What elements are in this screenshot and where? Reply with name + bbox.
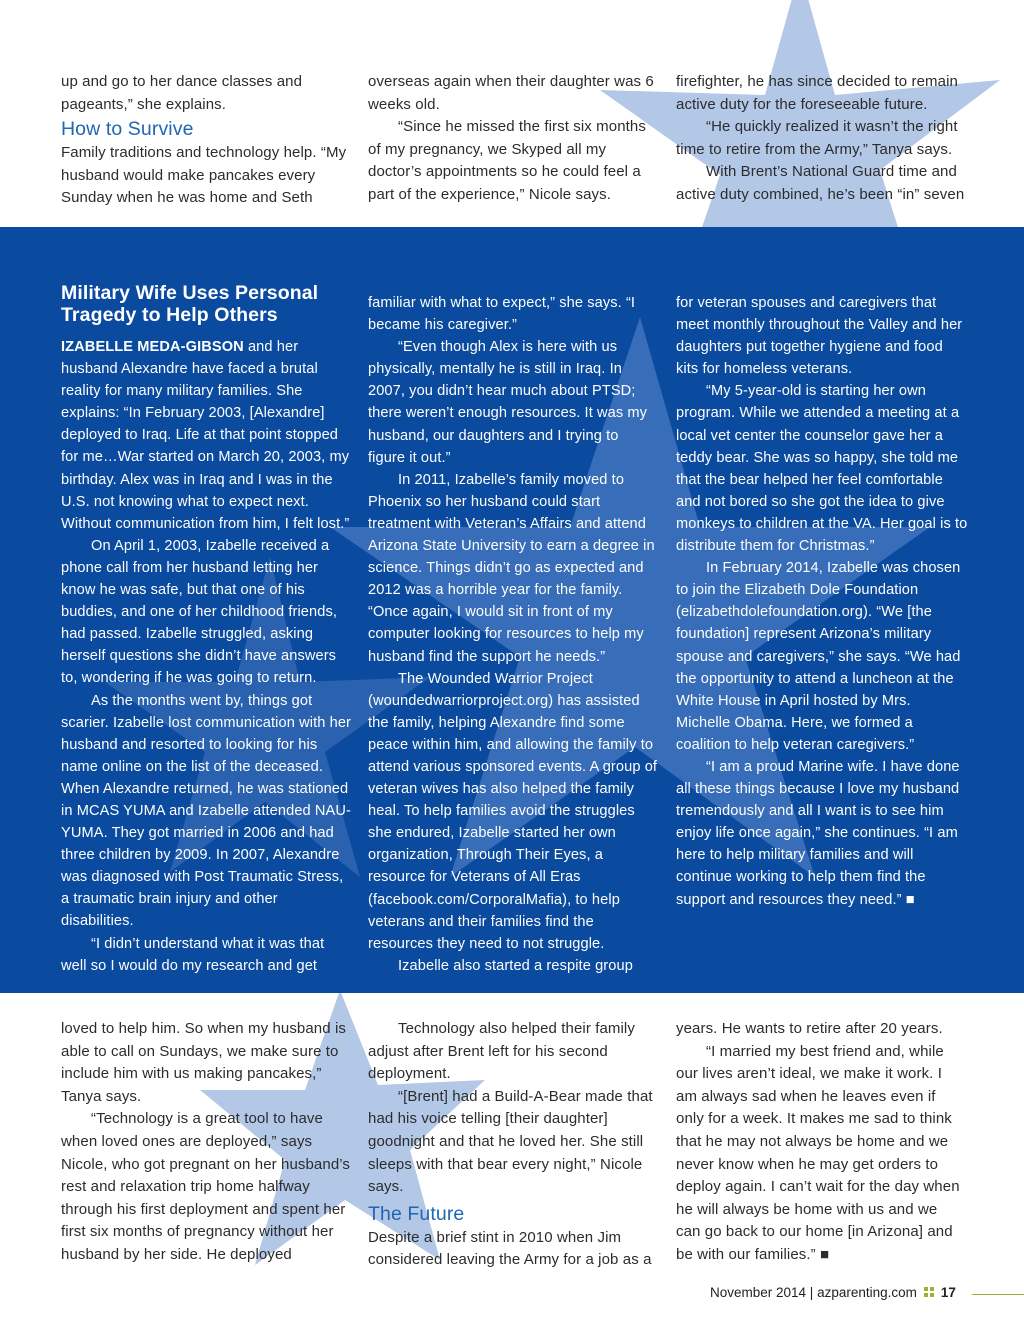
paragraph: “Even though Alex is here with us physically, mentally he is still in Iraq. In 2007, you didn’t hear much about PTSD; there weren’t enough resources. It was my husband, our daughters and I trying to figure it out.”	[368, 339, 648, 466]
page-footer	[710, 1285, 956, 1300]
sidebar-column-3	[676, 292, 968, 911]
bottom-column-1	[61, 1018, 353, 1267]
paragraph: “I am a proud Marine wife. I have done all these things because I love my husband tremendously and all I want is to see him enjoy life once again,” she continues. “I am here to help military families and will continue working to help them find the support and resources they need.” ■	[676, 758, 960, 908]
paragraph: firefighter, he has since decided to remain active duty for the foreseeable future.	[676, 73, 958, 113]
paragraph: In February 2014, Izabelle was chosen to join the Elizabeth Dole Foundation (elizabethdolefoundation.org). “We [the foundation] represent Arizona’s military spouse and caregivers,” she says. “We had the opportunity to attend a luncheon at the White House in April hosted by Mrs. Michelle Obama. Here, we formed a coalition to help veteran caregivers.”	[676, 560, 961, 753]
section-heading: The Future	[368, 1202, 465, 1225]
top-column-2	[368, 71, 658, 207]
paragraph: Despite a brief stint in 2010 when Jim considered leaving the Army for a job as a	[368, 1228, 652, 1269]
lead-name: IZABELLE MEDA-GIBSON	[61, 339, 244, 355]
paragraph: On April 1, 2003, Izabelle received a phone call from her husband letting her know he was safe, but that one of his buddies, and one of her childhood friends, had passed. Izabelle struggled, asking herself questions she didn’t have answers to, wondering if he was going to return.	[61, 537, 338, 687]
paragraph: for veteran spouses and caregivers that meet monthly throughout the Valley and her daughters put together hygiene and food kits for homeless veterans.	[676, 295, 963, 378]
footer-issue: November 2014 | azparenting.com	[710, 1285, 917, 1300]
paragraph: “Since he missed the first six months of my pregnancy, we Skyped all my doctor’s appointments so he could feel a part of the experience,” Nicole says.	[368, 118, 646, 203]
top-column-1	[61, 71, 351, 210]
section-heading: How to Survive	[61, 118, 194, 141]
paragraph: The Wounded Warrior Project (woundedwarriorproject.org) has assisted the family, helping Alexandre find some peace within him, and allowing the family to attend various sponsored events. A group of veteran wives has also helped the family heal. To help families avoid the struggles she endured, Izabelle started her own organization, Through Their Eyes, a resource for Veterans of All Eras (facebook.com/CorporalMafia), to help veterans and their families find the resources they need to not struggle.	[368, 670, 658, 952]
grid-dots-icon	[924, 1287, 935, 1298]
bottom-column-2	[368, 1018, 658, 1272]
paragraph: As the months went by, things got scarier. Izabelle lost communication with her husband and resorted to looking for his name online on the list of the deceased. When Alexandre returned, he was stationed in MCAS YUMA and Izabelle attended NAU-YUMA. They got married in 2006 and had three children by 2009. In 2007, Alexandre was diagnosed with Post Traumatic Stress, a traumatic brain injury and other disabilities.	[61, 692, 352, 930]
paragraph: In 2011, Izabelle’s family moved to Phoenix so her husband could start treatment with Veteran’s Affairs and attend Arizona State University to earn a degree in science. Things didn’t go as expected and 2012 was a horrible year for the family. “Once again, I would sit in front of my computer looking for resources to help my husband find the support he needs.”	[368, 471, 655, 665]
bottom-column-3	[676, 1018, 966, 1267]
lead-text: and her husband Alexandre have faced a brutal reality for many military families. She explains: “In February 2003, [Alexandre] deployed to Iraq. Life at that point stopped for me…War started on March 20, 2003, my birthday. Alex was in Iraq and I was in the U.S. not knowing what to expect next. Without communication from him, I felt lost.”	[61, 339, 350, 532]
paragraph: “Technology is a great tool to have when loved ones are deployed,” says Nicole, who got pregnant on her husband’s rest and relaxation trip home halfway through his first deployment and spent her first six months of pregnancy without her husband by her side. He deployed	[61, 1110, 351, 1263]
paragraph: years. He wants to retire after 20 years.	[676, 1020, 943, 1037]
paragraph: familiar with what to expect,” she says. “I became his caregiver.”	[368, 295, 636, 334]
paragraph: “He quickly realized it wasn’t the right time to retire from the Army,” Tanya says.	[676, 118, 958, 158]
paragraph	[61, 336, 351, 535]
sidebar-column-1	[61, 282, 351, 977]
page-number: 17	[940, 1285, 956, 1300]
top-column-3	[676, 71, 966, 207]
paragraph: Technology also helped their family adjust after Brent left for his second deployment.	[368, 1020, 635, 1083]
paragraph: overseas again when their daughter was 6 weeks old.	[368, 73, 654, 113]
paragraph: “I married my best friend and, while our lives aren’t ideal, we make it work. I am always sad when he leaves even if only for a week. It makes me sad to think that he may not always be home and we never know when he may get orders to deploy again. I can’t wait for the day when he will always be home with us and we can go back to our home [in Arizona] and be with our families.” ■	[676, 1042, 960, 1263]
paragraph: Izabelle also started a respite group	[398, 957, 633, 974]
paragraph: loved to help him. So when my husband is able to call on Sundays, we make sure to include him with us making pancakes,” Tanya says.	[61, 1020, 346, 1105]
paragraph: “I didn’t understand what it was that well so I would do my research and get	[61, 935, 325, 974]
paragraph: Family traditions and technology help. “My husband would make pancakes every Sunday when he was home and Seth	[61, 144, 347, 207]
footer-rule	[972, 1294, 1024, 1295]
paragraph: “[Brent] had a Build-A-Bear made that had his voice telling [their daughter] goodnight and that he loved her. She still sleeps with that bear every night,” Nicole says.	[368, 1087, 653, 1196]
paragraph: up and go to her dance classes and pageants,” she explains.	[61, 73, 303, 113]
paragraph: With Brent’s National Guard time and active duty combined, he’s been “in” seven	[676, 163, 965, 203]
paragraph: “My 5-year-old is starting her own program. While we attended a meeting at a local vet center the counselor gave her a teddy bear. She was so happy, she told me that the bear helped her feel comfortable and not bored so she got the idea to give monkeys to children at the VA. Her goal is to distribute them for Christmas.”	[676, 383, 968, 555]
sidebar-title: Military Wife Uses Personal Tragedy to Help Others	[61, 282, 319, 326]
sidebar-column-2	[368, 292, 658, 977]
